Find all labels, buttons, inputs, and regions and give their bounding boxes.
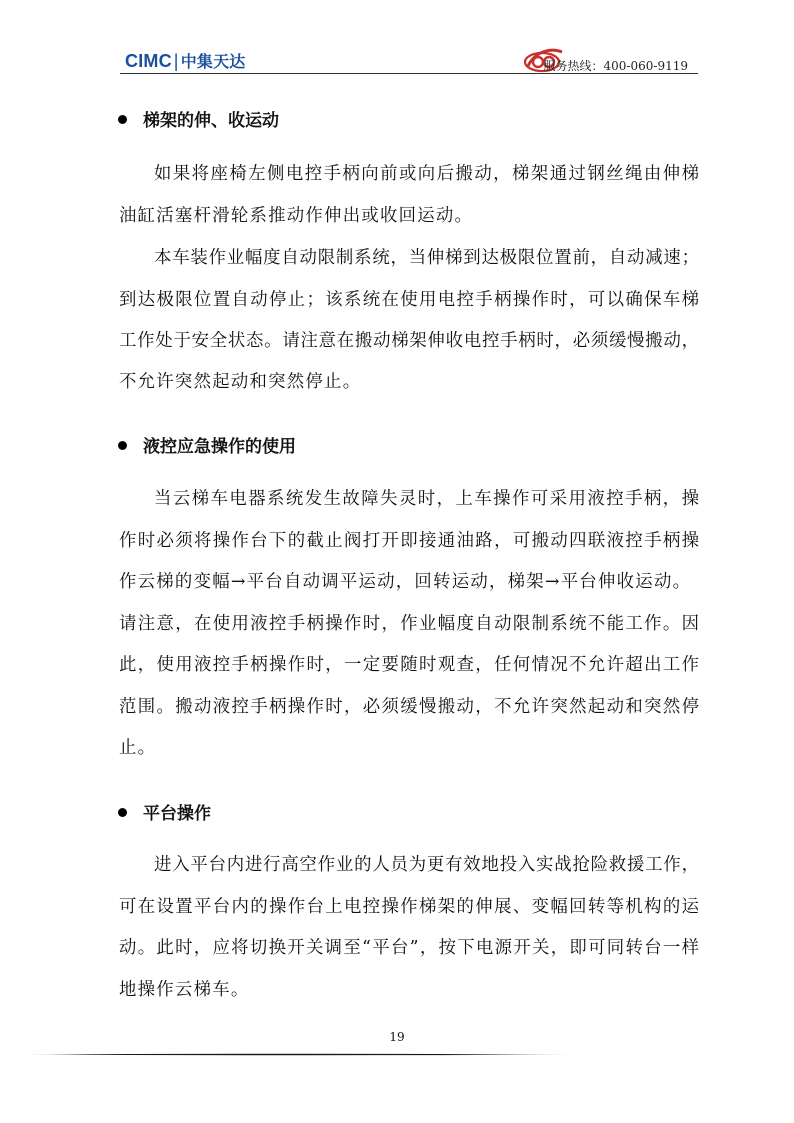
paragraph-line: 范围。搬动液控手柄操作时，必须缓慢搬动，不允许突然起动和突然停 [119, 697, 699, 717]
bullet-icon [118, 441, 127, 450]
section-heading-text: 液控应急操作的使用 [143, 437, 296, 457]
paragraph-line: 止。 [119, 738, 157, 758]
header-rule [120, 73, 698, 74]
page-number: 19 [389, 1030, 405, 1044]
paragraph-line: 不允许突然起动和突然停止。 [119, 372, 362, 392]
section-heading-text: 梯架的伸、收运动 [143, 111, 279, 131]
paragraph-line: 请注意，在使用液控手柄操作时，作业幅度自动限制系统不能工作。因 [119, 614, 699, 634]
company-logo [125, 49, 246, 72]
service-hotline: 服务热线：400-060-9119 [543, 59, 688, 73]
paragraph-line: 本车装作业幅度自动限制系统，当伸梯到达极限位置前，自动减速； [154, 248, 699, 268]
paragraph-line: 到达极限位置自动停止；该系统在使用电控手柄操作时，可以确保车梯 [119, 290, 699, 310]
logo-separator: | [173, 51, 179, 71]
bullet-icon [118, 115, 127, 124]
paragraph-line: 可在设置平台内的操作台上电控操作梯架的伸展、变幅回转等机构的运 [119, 897, 699, 917]
paragraph-line: 如果将座椅左侧电控手柄向前或向后搬动，梯架通过钢丝绳由伸梯 [154, 164, 699, 184]
logo-brand: CIMC [125, 51, 172, 71]
section-heading [118, 432, 296, 457]
section-heading [118, 799, 211, 824]
paragraph-line: 油缸活塞杆滑轮系推动作伸出或收回运动。 [119, 206, 474, 226]
section-heading-text: 平台操作 [143, 804, 211, 824]
paragraph-line: 进入平台内进行高空作业的人员为更有效地投入实战抢险救援工作， [154, 855, 699, 875]
paragraph-line: 作云梯的变幅→平台自动调平运动，回转运动，梯架→平台伸收运动。 [119, 572, 692, 592]
paragraph-line: 作时必须将操作台下的截止阀打开即接通油路，可搬动四联液控手柄操 [119, 531, 699, 551]
bullet-icon [118, 808, 127, 817]
paragraph-line: 当云梯车电器系统发生故障失灵时，上车操作可采用液控手柄，操 [154, 489, 699, 509]
logo-cn-name: 中集天达 [180, 54, 246, 71]
paragraph-line: 此，使用液控手柄操作时，一定要随时观查，任何情况不允许超出工作 [119, 655, 699, 675]
paragraph-line: 工作处于安全状态。请注意在搬动梯架伸收电控手柄时，必须缓慢搬动， [119, 331, 699, 351]
page-header [120, 40, 698, 76]
paragraph-line: 动。此时，应将切换开关调至“平台”，按下电源开关，即可同转台一样 [119, 938, 699, 958]
paragraph-line: 地操作云梯车。 [119, 980, 250, 1000]
footer-rule [20, 1053, 580, 1056]
section-heading [118, 106, 279, 131]
